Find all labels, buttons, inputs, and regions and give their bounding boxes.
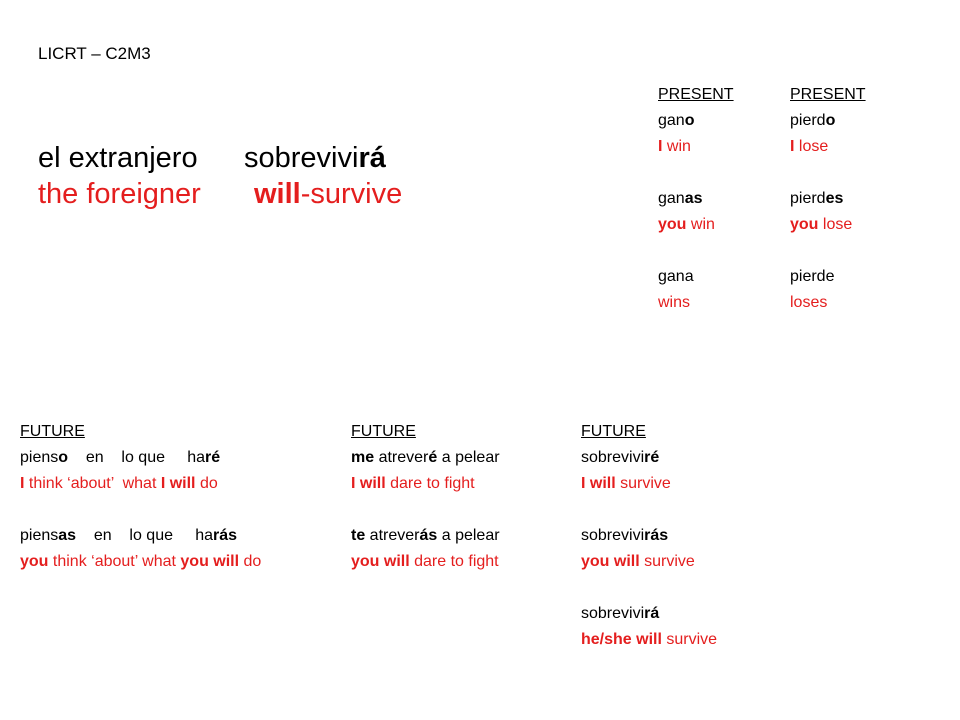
spanish-form: pierde <box>790 268 835 285</box>
english-verb: -survive <box>300 178 403 210</box>
english-form: wins <box>658 294 691 311</box>
spanish-verb-stem: sobrevivi <box>244 142 359 174</box>
column-heading: PRESENT <box>658 86 734 103</box>
future-do-column <box>20 419 261 575</box>
spanish-form: sobrevivirás <box>581 527 669 544</box>
english-form: you win <box>658 216 715 233</box>
english-form: loses <box>790 294 828 311</box>
spanish-form: ganas <box>658 190 703 207</box>
spanish-form: pierdo <box>790 112 836 129</box>
spanish-form: sobrevivirá <box>581 605 660 622</box>
english-form: you will dare to fight <box>351 553 499 570</box>
english-form: I will survive <box>581 475 671 492</box>
english-form: I lose <box>790 138 829 155</box>
column-heading: FUTURE <box>20 423 85 440</box>
spanish-form: te atreverás a pelear <box>351 527 500 544</box>
spanish-form: pienso en lo que haré <box>20 449 221 466</box>
spanish-subject: el extranjero <box>38 142 198 174</box>
present-win-column <box>658 82 734 316</box>
future-dare-column <box>351 419 500 575</box>
column-heading: FUTURE <box>581 423 646 440</box>
spanish-form: gano <box>658 112 695 129</box>
english-form: you will survive <box>581 553 695 570</box>
future-survive-column <box>581 419 717 653</box>
example-sentence <box>38 140 402 212</box>
slide-header: LICRT – C2M3 <box>38 44 151 63</box>
spanish-form: pierdes <box>790 190 844 207</box>
english-form: I will dare to fight <box>351 475 475 492</box>
english-will: will <box>254 178 301 210</box>
english-form: you think ‘about’ what you will do <box>20 553 262 570</box>
english-form: I think ‘about’ what I will do <box>20 475 218 492</box>
english-subject: the foreigner <box>38 178 201 210</box>
spanish-verb-ending: rá <box>358 142 386 174</box>
spanish-sentence <box>38 140 402 176</box>
spanish-form: piensas en lo que harás <box>20 527 238 544</box>
spanish-form: me atreveré a pelear <box>351 449 500 466</box>
present-lose-column <box>790 82 866 316</box>
english-form: he/she will survive <box>581 631 718 648</box>
column-heading: PRESENT <box>790 86 866 103</box>
spanish-form: sobreviviré <box>581 449 660 466</box>
english-form: you lose <box>790 216 853 233</box>
column-heading: FUTURE <box>351 423 416 440</box>
english-form: I win <box>658 138 691 155</box>
spanish-form: gana <box>658 268 694 285</box>
english-sentence <box>38 176 402 212</box>
